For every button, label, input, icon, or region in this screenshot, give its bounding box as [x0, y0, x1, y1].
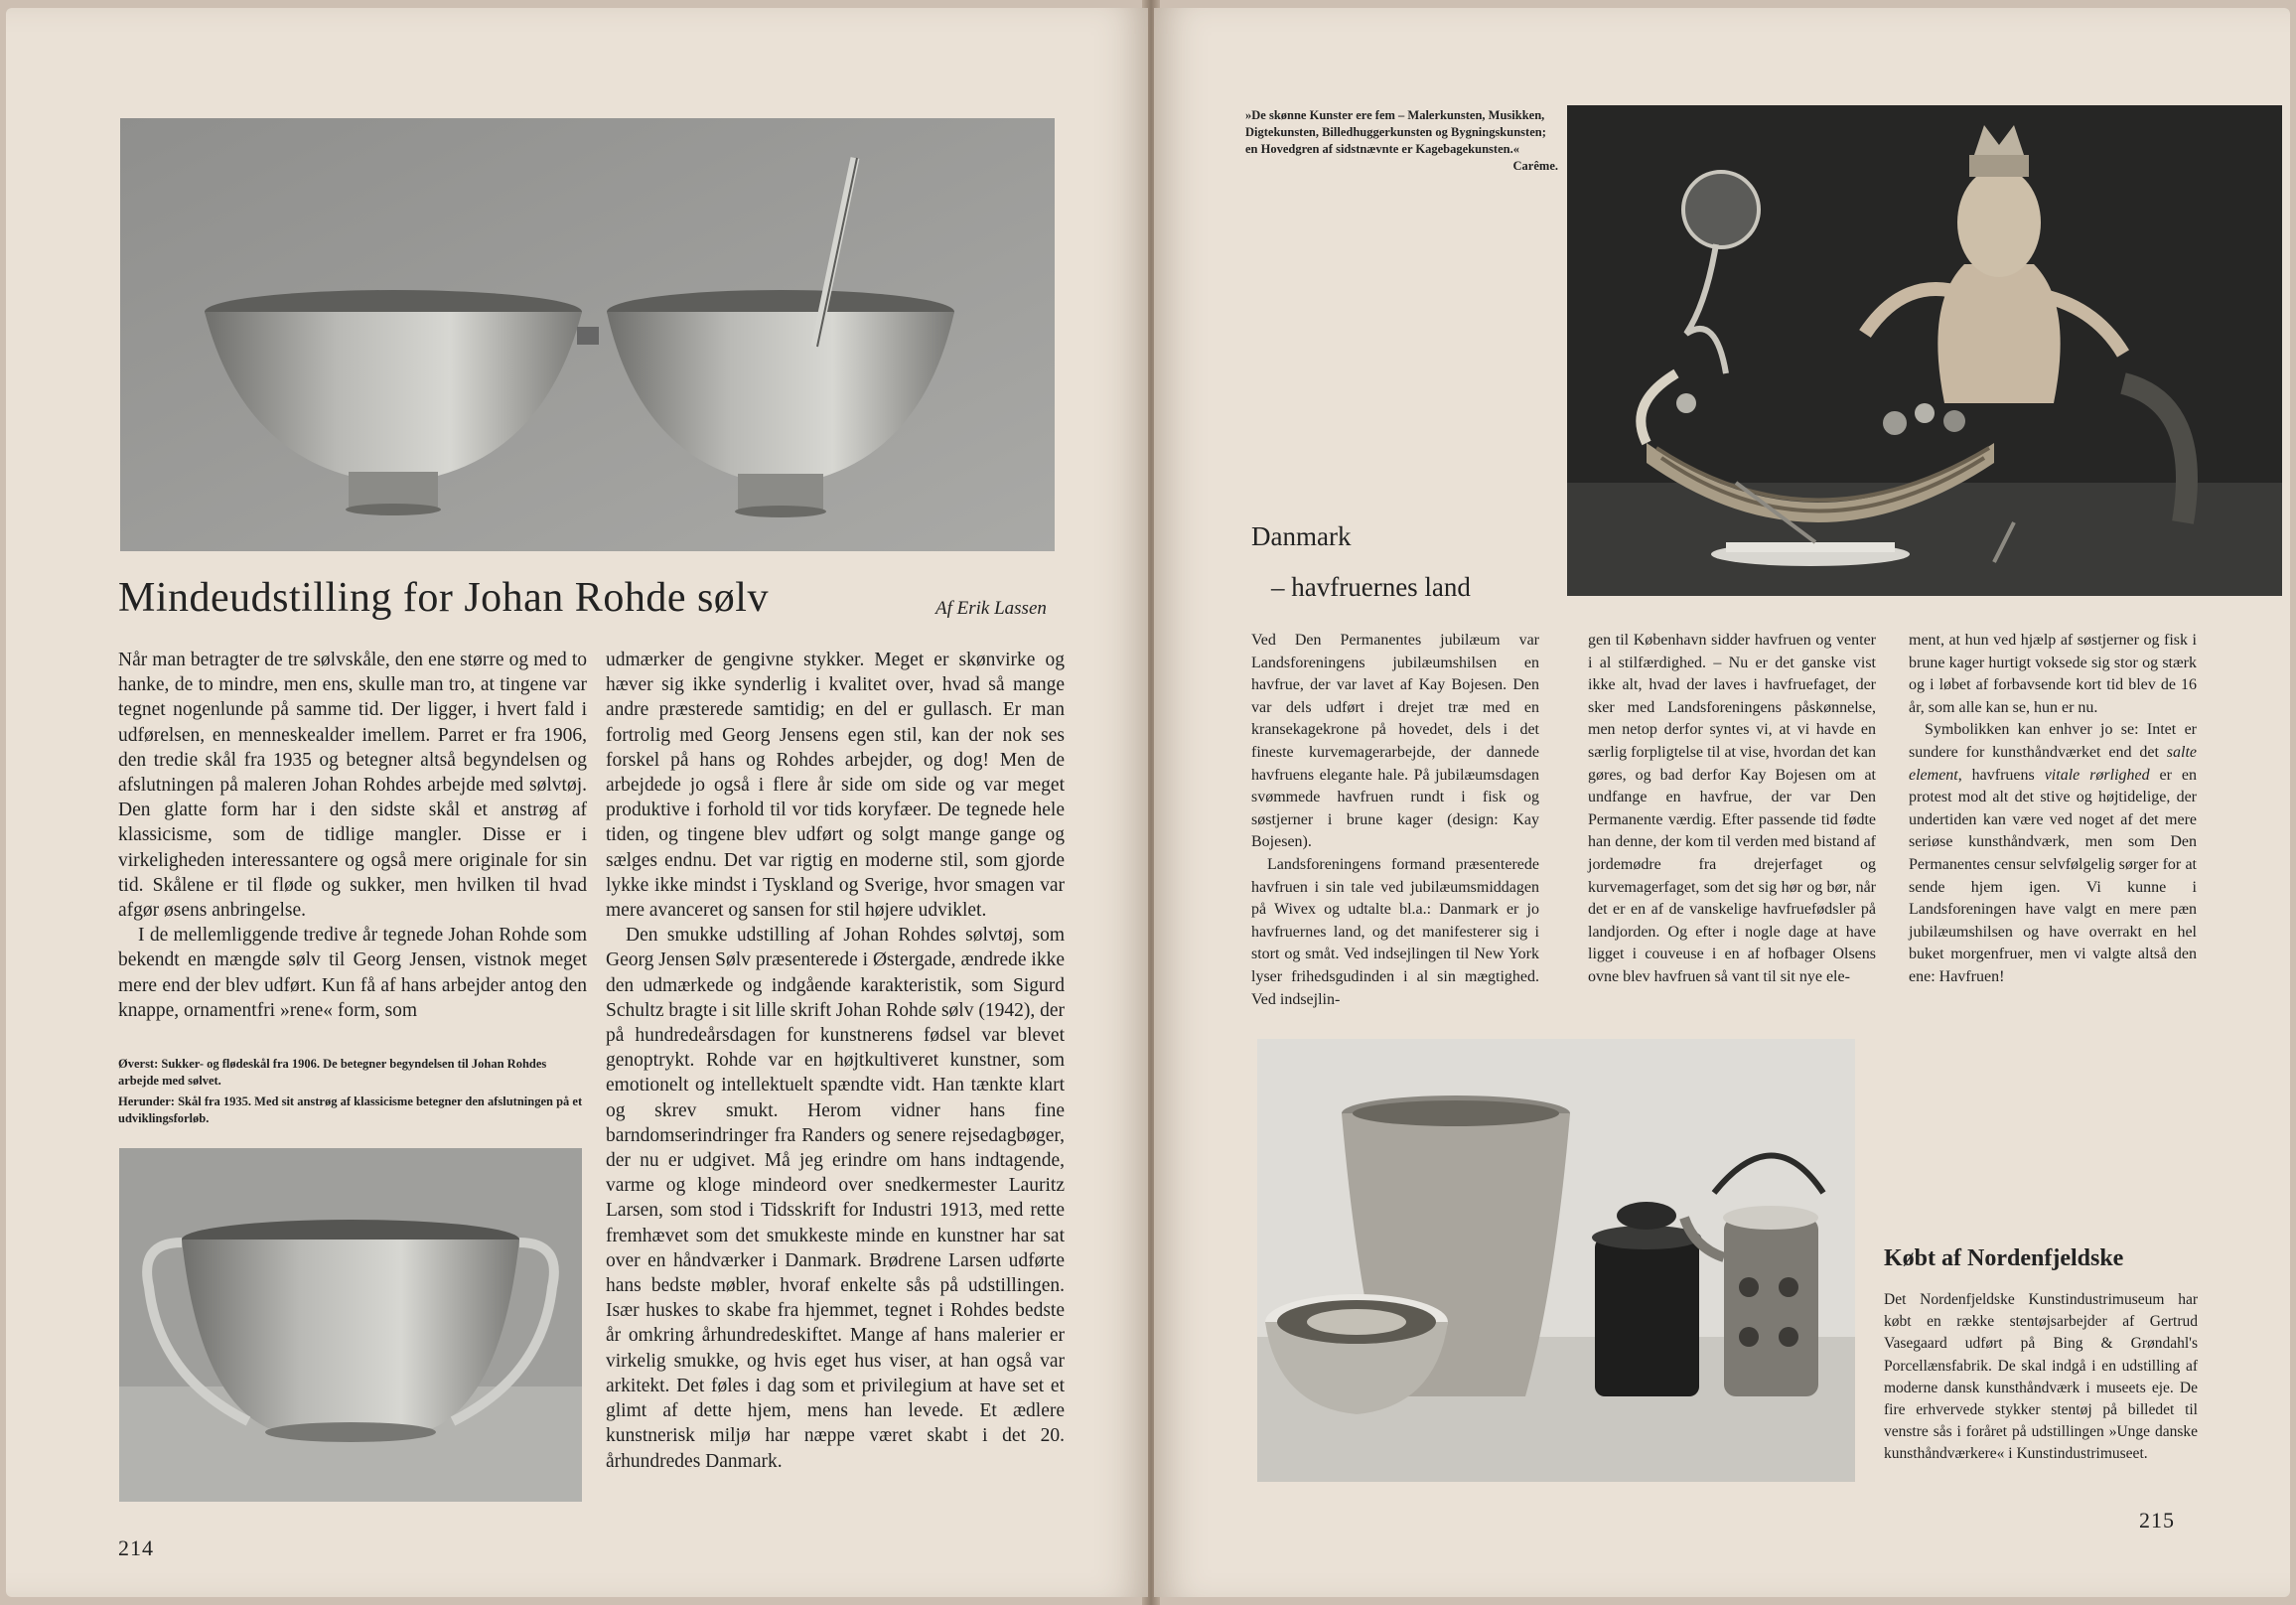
article-headline: Mindeudstilling for Johan Rohde sølv — [118, 575, 769, 621]
photo-stoneware — [1257, 1039, 1855, 1482]
right-column-2 — [1588, 630, 1876, 989]
paragraph: ment, at hun ved hjælp af søstjerner og fisk i brune kager hurtigt voksede sig stor og stærk og i løbet af forbavsende kort tid blev de 16 år, som alle kan se, hun er nu. — [1909, 632, 2197, 716]
article-byline: Af Erik Lassen — [935, 598, 1047, 619]
paragraph: Den smukke udstilling af Johan Rohdes sølvtøj, som Georg Jensen Sølv præsenterede i Østergade, ændrede ikke den udmærkede og indgående karakteristik, som Sigurd Schultz bragte i sit lille skrift Johan Rohde sølv (1942), der på hundredeårsdagen for kunstnerens fødsel var blevet genoptrykt. Rohde var en højtkultiveret kunstner, som emotionelt og intellektuelt spændte vidt. Han tænkte klart og skrev smukt. Herom vidner hans fine barndomserindringer fra Randers og senere rejsedagbøger, der nu er udgivet. Må jeg erindre om hans indtagende, varme og kloge mindeord over snedkermester Lauritz Larsen, som stod i Tidsskrift for Industri 1913, med rette fremhævet som det smukkeste minde en kunstner har sat over en håndværker i Danmark. Brødrene Larsen udførte hans bedste møbler, hvoraf enkelte sås på udstillingen. Især huskes to skabe fra hjemmet, tegnet i Rohdes bedste år omkring århundredeskiftet. Mange af hans malerier er virkelig smukke, og hvis eget hus viser, at han også var arkitekt. Det føles i dag som et privilegium at have set et glimt af dette hjem, mens han levede. Et ædlere kunstnerisk miljø har næppe været skabt i det 20. århundredes Danmark. — [606, 925, 1065, 1472]
photo-mermaid — [1567, 105, 2282, 596]
careme-quote — [1245, 107, 1558, 175]
caption-top-lead: Øverst: — [118, 1057, 159, 1071]
paragraph: Når man betragter de tre sølvskåle, den ene større og med to hanke, de to mindre, men ens, skulle man tro, at tingene var tegnet nogenlunde på samme tid. Der ligger, i hvert fald i udførelsen, en menneskealder imellem. Parret er fra 1906, den tredie skål fra 1935 og betegner altså begyndelsen og afslutningen på maleren Johan Rohdes arbejde med sølvtøj. Den glatte form har i den sidste skål et anstrøg af klassicisme, som de tidlige mangler. Disse er i virkeligheden interessantere og også mere originale for sin tid. Skålene er til fløde og sukker, men hvilken til hvad afgør øsens anbringelse. — [118, 650, 587, 922]
nordenfjeldske-subhead: Købt af Nordenfjeldske — [1884, 1245, 2124, 1271]
photo-captions — [118, 1056, 587, 1131]
paragraph: Landsforeningens formand præsenterede havfruen i sin tale ved jubilæumsmiddagen på Wivex og udtalte bl.a.: Danmark er jo havfruernes land, og det manifesterer sig i stort og småt. Ved indsejlingen til New York lyser frihedsgudinden i al sin mægtighed. Ved indsejlin- — [1251, 855, 1539, 1008]
page-number-right: 215 — [2139, 1508, 2175, 1532]
paragraph: Symbolikken kan enhver jo se: Intet er sundere for kunsthåndværket end det salte element, havfruens vitale rørlighed er en protest mod alt det stive og højtidelige, der undertiden kan være ved noget af det mere seriøse kunsthåndværk, men som Den Permanentes censur selvfølgelig sørger for at sende hjem igen. Vi kunne i Landsforeningen have valgt en mere pæn jubilæumshilsen og have overrakt en hel buket morgenfruer, men vi valgte altså den ene: Havfruen! — [1909, 721, 2198, 985]
right-column-3 — [1909, 630, 2197, 989]
paragraph: udmærker de gengivne stykker. Meget er skønvirke og hæver sig ikke synderlig i kvalitet over, hvad så mange andre præsterede samtidig; en del er gullasch. Er man fortrolig med Georg Jensens egen stil, kan der nok ses forskel på hans og Rohdes arbejder, og dog! Men de arbejdede jo også i flere år side om side og var meget produktive i forhold til vor tids koryfæer. De tegnede hele tiden, og tingene blev udført og solgt mange gange og sælges endnu. Det var rigtig en moderne stil, som gjorde lykke ikke mindst i Tyskland og Sverige, hvor smagen var mere avanceret og sansen for stil højere udviklet. — [606, 650, 1065, 922]
right-page — [1154, 8, 2290, 1597]
photo-handled-bowl — [119, 1148, 582, 1502]
caption-bottom: Herunder: Skål fra 1935. Med sit anstrøg af klassicisme betegner den afslutningen på et udviklingsforløb. — [118, 1094, 583, 1125]
quote-attribution: Carême. — [1512, 159, 1558, 173]
left-column-2 — [606, 648, 1065, 1474]
right-column-1 — [1251, 630, 1539, 1011]
paragraph: I de mellemliggende tredive år tegnede Johan Rohde som bekendt en mængde sølv til Georg Jensen, vistnok meget mere end der blev udført. Kun få af hans arbejder antog den knappe, ornamentfri »rene« form, som — [118, 925, 587, 1021]
paragraph: Ved Den Permanentes jubilæum var Landsforeningens jubilæumshilsen en havfrue, der var lavet af Kay Bojesen. Den var dels udført i drejet træ med en kransekagekrone på hovedet, dels i det fineste kurvemagerarbejde, der dannede havfruens elegante hale. På jubilæumsdagen svømmede havfruen rundt i fisk og søstjerner i brune kager (design: Kay Bojesen). — [1251, 632, 1539, 851]
caption-bottom-lead: Herunder: — [118, 1094, 175, 1108]
caption-top: Øverst: Sukker- og flødeskål fra 1906. De betegner begyndelsen til Johan Rohdes arbejde med sølvet. — [118, 1057, 547, 1088]
italic-phrase: salte element — [1909, 743, 2197, 784]
page-number-left: 214 — [118, 1535, 154, 1560]
mermaid-subhead-line1: Danmark — [1251, 521, 1352, 551]
left-column-1 — [118, 648, 587, 1023]
italic-phrase: vitale rørlighed — [2044, 766, 2150, 784]
left-page — [6, 8, 1148, 1597]
photo-two-bowls — [120, 118, 1055, 551]
mermaid-subhead-line2: – havfruernes land — [1271, 572, 1471, 602]
paragraph: Det Nordenfjeldske Kunstindustrimuseum har købt en række stentøjsarbejder af Gertrud Vasegaard udført på Bing & Grøndahl's Porcellænsfabrik. De skal indgå i en udstilling af moderne dansk kunsthåndværk i museets eje. De fire erhvervede stykker stentøj på billedet til venstre sås i foråret på udstillingen »Unge danske kunsthåndværkere« i Kunstindustrimuseet. — [1884, 1291, 2198, 1463]
paragraph: gen til København sidder havfruen og venter i al stilfærdighed. – Nu er det ganske vist ikke alt, hvad der laves i havfruefaget, der sker med Landsforeningens påskønnelse, men netop derfor syntes vi, at vi havde en særlig forpligtelse til at vise, hvordan det kan gøres, og bad derfor Kay Bojesen om at undfange en havfrue, der var Den Permanente værdig. Efter passende tid fødte han denne, der kom til verden med bistand af jordemødre fra drejerfaget og kurvemagerfaget, som det sig hør og bør, når det er en af de vanskelige havfruefødsler på landjorden. Og efter i nogle dage at have ligget i couveuse i en af hofbager Olsens ovne blev havfruen så vant til sit nye ele- — [1588, 632, 1876, 985]
nordenfjeldske-text — [1884, 1289, 2198, 1466]
quote-text: »De skønne Kunster ere fem – Malerkunsten, Musikken, Digtekunsten, Billedhuggerkunsten og Bygningskunsten; en Hovedgren af sidstnævnte er Kagebagekunsten.« — [1245, 108, 1546, 156]
